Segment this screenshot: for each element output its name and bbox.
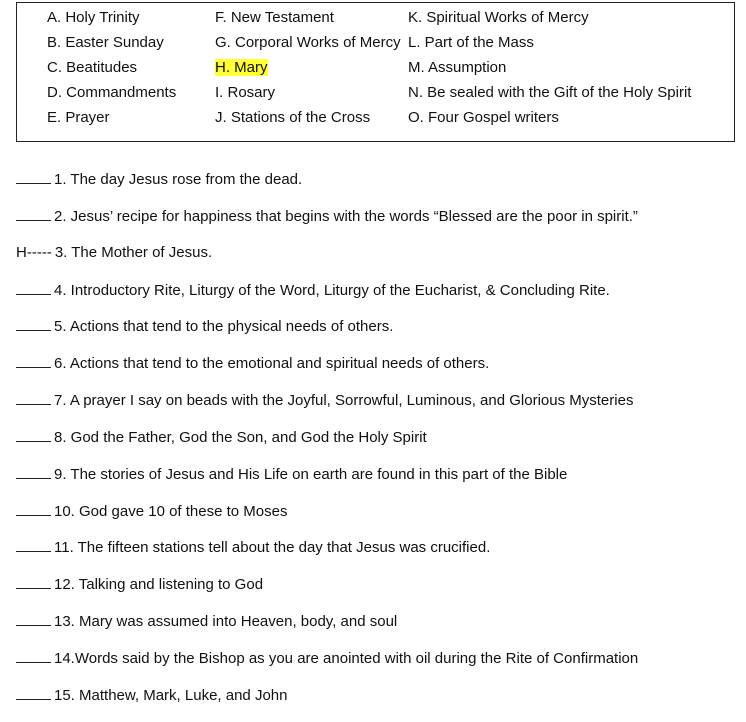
question-list	[16, 169, 736, 722]
answer-blank[interactable]	[16, 316, 51, 331]
answer-blank[interactable]	[16, 353, 51, 368]
word-bank-item-g: G. Corporal Works of Mercy	[215, 34, 401, 51]
question-text: 2. Jesus’ recipe for happiness that begins with the words “Blessed are the poor in spirit.”	[54, 207, 638, 225]
question-text: 7. A prayer I say on beads with the Joyful, Sorrowful, Luminous, and Glorious Mysteries	[54, 392, 634, 410]
answer-blank[interactable]	[16, 427, 51, 442]
question-text: 3. The Mother of Jesus.	[54, 243, 213, 261]
word-bank-item-i: I. Rosary	[215, 84, 276, 101]
word-bank-item-j: J. Stations of the Cross	[215, 109, 371, 126]
question-row-10	[16, 501, 736, 538]
answer-blank[interactable]	[16, 648, 51, 663]
answer-blank[interactable]	[16, 537, 51, 552]
question-text: 5. Actions that tend to the physical needs of others.	[54, 318, 394, 336]
answer-blank[interactable]	[16, 464, 51, 479]
question-text: 1. The day Jesus rose from the dead.	[54, 171, 303, 188]
question-row-1	[16, 169, 736, 206]
word-bank-box	[16, 2, 735, 142]
question-row-7	[16, 390, 736, 427]
answer-blank[interactable]	[16, 169, 51, 184]
question-row-5	[16, 316, 736, 353]
answer-blank[interactable]	[16, 206, 51, 221]
word-bank-column-2	[215, 8, 401, 133]
word-bank-item-o: O. Four Gospel writers	[408, 109, 559, 126]
word-bank-item-l: L. Part of the Mass	[408, 34, 534, 51]
question-text: 10. God gave 10 of these to Moses	[54, 502, 288, 520]
word-bank-item-n: N. Be sealed with the Gift of the Holy Spirit	[408, 84, 692, 101]
word-bank-item-e: E. Prayer	[47, 109, 110, 126]
question-row-15	[16, 685, 736, 722]
question-row-6	[16, 353, 736, 390]
question-row-13	[16, 611, 736, 648]
answer-text[interactable]: H-----	[16, 243, 52, 261]
word-bank-item-h-highlighted: H. Mary	[215, 59, 268, 76]
question-row-2	[16, 206, 736, 243]
question-text: 13. Mary was assumed into Heaven, body, and soul	[54, 613, 398, 631]
question-text: 8. God the Father, God the Son, and God the Holy Spirit	[54, 428, 427, 446]
answer-blank[interactable]	[16, 574, 51, 589]
word-bank-item-c: C. Beatitudes	[47, 59, 138, 76]
word-bank-item-b: B. Easter Sunday	[47, 34, 164, 51]
answer-blank[interactable]	[16, 611, 51, 626]
answer-blank[interactable]	[16, 685, 51, 700]
question-text: 14.Words said by the Bishop as you are anointed with oil during the Rite of Confirmation	[54, 649, 639, 667]
answer-blank[interactable]	[16, 390, 51, 405]
word-bank-item-d: D. Commandments	[47, 84, 177, 101]
answer-blank[interactable]	[16, 501, 51, 516]
word-bank-item-a: A. Holy Trinity	[47, 9, 140, 26]
question-text: 4. Introductory Rite, Liturgy of the Word, Liturgy of the Eucharist, & Concluding Rite.	[54, 281, 610, 299]
word-bank-item-k: K. Spiritual Works of Mercy	[408, 9, 589, 26]
word-bank-item-f: F. New Testament	[215, 9, 334, 26]
answer-blank[interactable]	[16, 280, 51, 295]
question-row-3	[16, 243, 736, 280]
question-text: 6. Actions that tend to the emotional and spiritual needs of others.	[54, 355, 490, 373]
question-text: 15. Matthew, Mark, Luke, and John	[54, 686, 288, 704]
word-bank-column-3	[408, 8, 691, 133]
question-row-11	[16, 537, 736, 574]
word-bank-column-1	[47, 8, 176, 133]
question-text: 9. The stories of Jesus and His Life on earth are found in this part of the Bible	[54, 465, 568, 483]
question-row-4	[16, 280, 736, 317]
question-text: 11. The fifteen stations tell about the day that Jesus was crucified.	[54, 539, 491, 557]
question-row-12	[16, 574, 736, 611]
question-row-9	[16, 464, 736, 501]
question-row-8	[16, 427, 736, 464]
question-text: 12. Talking and listening to God	[54, 576, 264, 594]
word-bank-item-m: M. Assumption	[408, 59, 507, 76]
question-row-14	[16, 648, 736, 685]
